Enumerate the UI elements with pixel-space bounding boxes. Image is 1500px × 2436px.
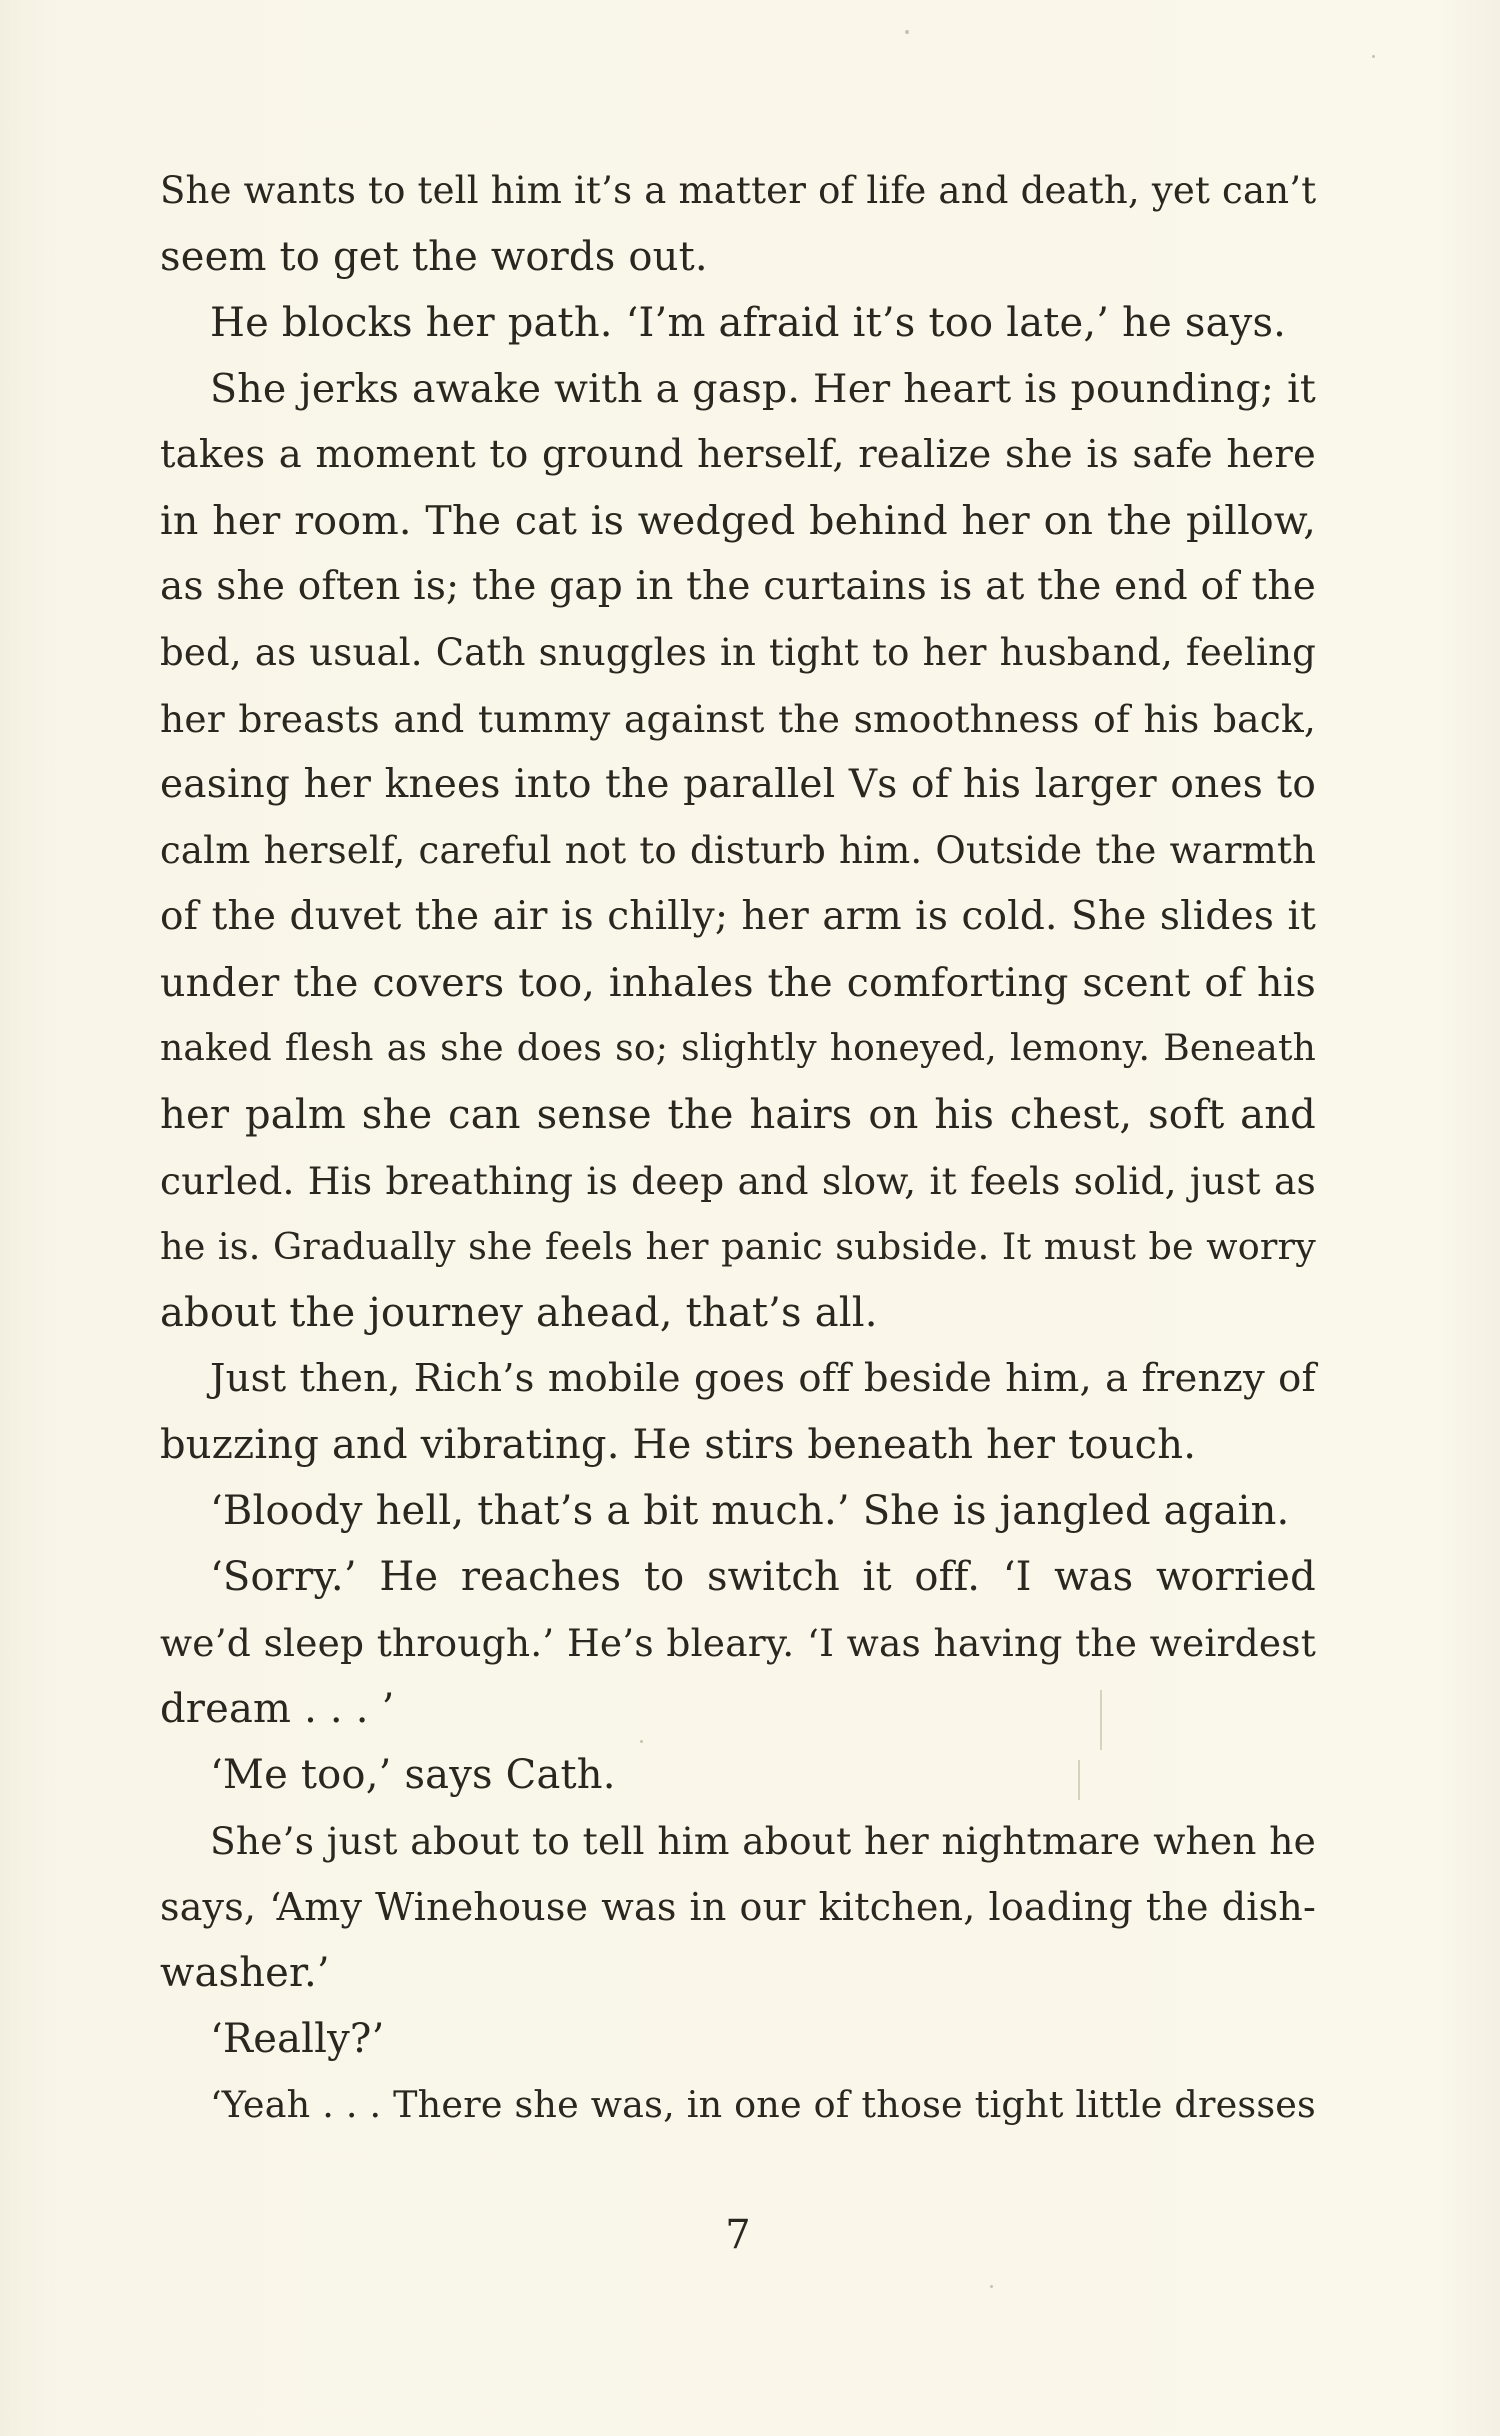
paper-speck bbox=[640, 1740, 643, 1743]
paper-mark bbox=[1078, 1760, 1080, 1800]
text-line: She’s just about to tell him about her nightmare when he bbox=[210, 1819, 1316, 1863]
text-line: takes a moment to ground herself, realize she is safe here bbox=[160, 432, 1316, 477]
text-line: ‘Bloody hell, that’s a bit much.’ She is jangled again. bbox=[210, 1488, 1290, 1534]
text-line: of the duvet the air is chilly; her arm is cold. She slides it bbox=[160, 894, 1316, 939]
text-line: curled. His breathing is deep and slow, it feels solid, just as bbox=[160, 1159, 1316, 1203]
text-line: ‘Yeah . . . There she was, in one of those tight little dresses bbox=[210, 2083, 1316, 2126]
page-number: 7 bbox=[725, 2212, 751, 2258]
text-line: calm herself, careful not to disturb him. Outside the warmth bbox=[160, 829, 1316, 872]
paper-speck bbox=[1372, 55, 1375, 58]
text-line: ‘Sorry.’ He reaches to switch it off. ‘I was worried bbox=[210, 1554, 1316, 1600]
text-line: buzzing and vibrating. He stirs beneath her touch. bbox=[160, 1422, 1197, 1468]
text-line: She wants to tell him it’s a matter of life and death, yet can’t bbox=[160, 169, 1317, 212]
text-line: he is. Gradually she feels her panic subside. It must be worry bbox=[160, 1225, 1316, 1268]
text-line: in her room. The cat is wedged behind her on the pillow, bbox=[160, 498, 1316, 544]
body-text bbox=[160, 158, 1316, 2138]
text-line: her breasts and tummy against the smoothness of his back, bbox=[160, 697, 1316, 741]
text-line: bed, as usual. Cath snuggles in tight to her husband, feeling bbox=[160, 631, 1316, 674]
paper-speck bbox=[905, 30, 909, 34]
text-line: we’d sleep through.’ He’s bleary. ‘I was having the weirdest bbox=[160, 1621, 1316, 1665]
paper-speck bbox=[990, 2285, 993, 2288]
text-line: dream . . . ’ bbox=[160, 1686, 395, 1732]
text-line: She jerks awake with a gasp. Her heart is pounding; it bbox=[210, 366, 1316, 412]
text-line: under the covers too, inhales the comforting scent of his bbox=[160, 960, 1316, 1006]
text-line: ‘Me too,’ says Cath. bbox=[210, 1752, 616, 1798]
text-line: Just then, Rich’s mobile goes off beside him, a frenzy of bbox=[210, 1356, 1316, 1401]
text-line: seem to get the words out. bbox=[160, 234, 708, 280]
text-line: naked flesh as she does so; slightly honeyed, lemony. Beneath bbox=[160, 1028, 1316, 1069]
text-line: washer.’ bbox=[160, 1950, 330, 1996]
text-line: about the journey ahead, that’s all. bbox=[160, 1290, 878, 1336]
text-line: her palm she can sense the hairs on his chest, soft and bbox=[160, 1092, 1316, 1138]
text-line: easing her knees into the parallel Vs of his larger ones to bbox=[160, 762, 1316, 807]
text-line: says, ‘Amy Winehouse was in our kitchen, loading the dish- bbox=[160, 1885, 1316, 1929]
text-line: as she often is; the gap in the curtains is at the end of the bbox=[160, 564, 1316, 609]
text-line: He blocks her path. ‘I’m afraid it’s too late,’ he says. bbox=[210, 300, 1287, 346]
paper-mark bbox=[1100, 1690, 1102, 1750]
text-line: ‘Really?’ bbox=[210, 2016, 385, 2062]
